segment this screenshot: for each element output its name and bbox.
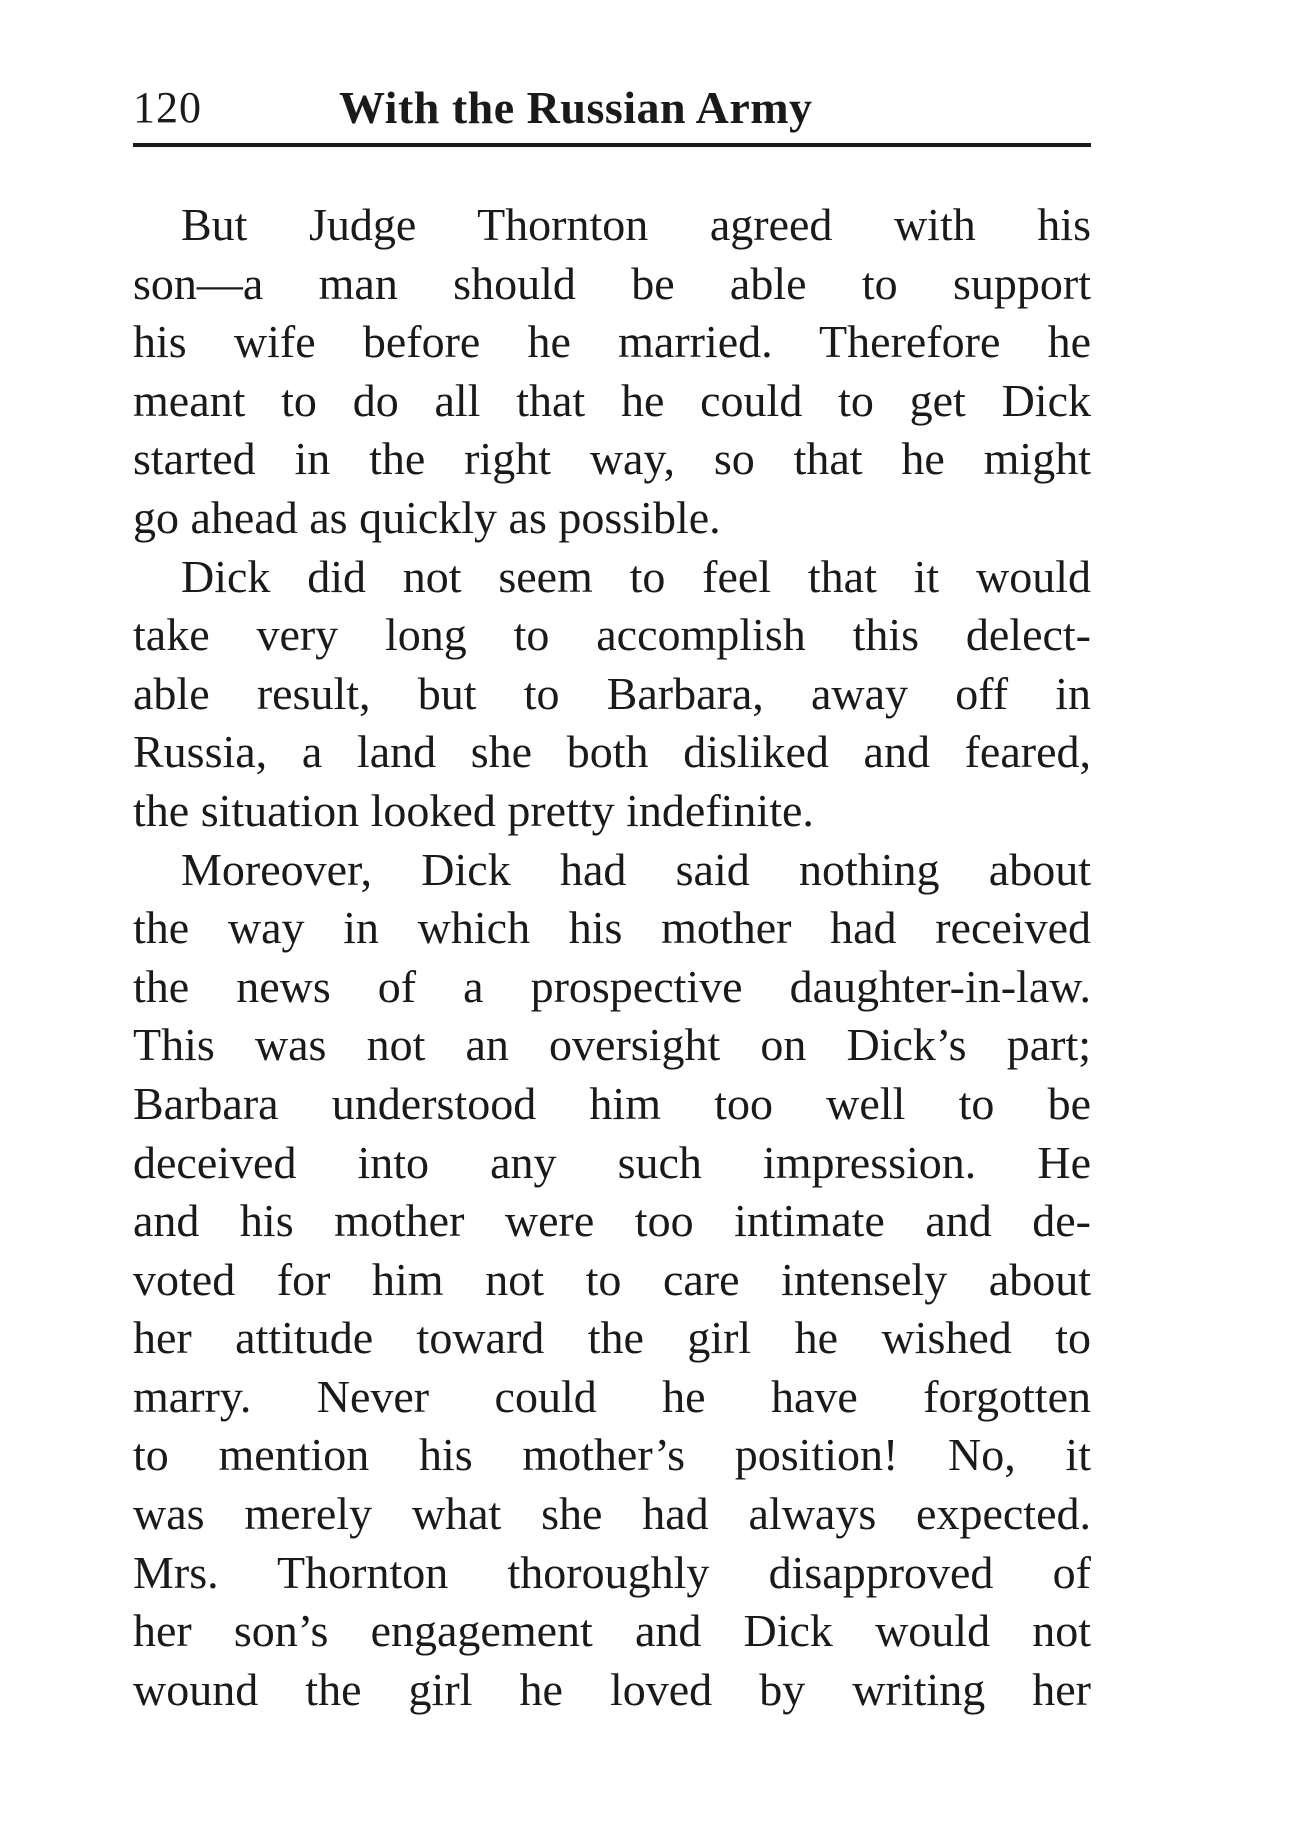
text-line: take very long to accomplish this delect-: [133, 609, 1091, 661]
text-line: deceived into any such impression. He: [133, 1136, 1091, 1188]
text-line: to mention his mother’s position! No, it: [133, 1429, 1091, 1481]
text-line: son—a man should be able to support: [133, 257, 1091, 309]
text-line: This was not an oversight on Dick’s part;: [133, 1019, 1091, 1071]
text-line: Dick did not seem to feel that it would: [181, 550, 1091, 602]
text-line: the situation looked pretty indefinite.: [133, 784, 814, 836]
text-line: Moreover, Dick had said nothing about: [181, 843, 1091, 895]
page-number: 120: [133, 83, 202, 132]
text-line: But Judge Thornton agreed with his: [181, 199, 1091, 250]
running-head: With the Russian Army: [339, 82, 813, 133]
text-line: marry. Never could he have forgotten: [133, 1370, 1091, 1422]
page-header: [133, 78, 1089, 138]
text-line: her son’s engagement and Dick would not: [133, 1605, 1091, 1657]
text-line: wound the girl he loved by writing her: [133, 1663, 1091, 1715]
text-line: started in the right way, so that he might: [133, 433, 1091, 485]
text-line: the news of a prospective daughter-in-law.: [133, 960, 1091, 1012]
text-line: meant to do all that he could to get Dick: [133, 374, 1091, 426]
text-line: Russia, a land she both disliked and feared,: [133, 726, 1091, 778]
text-line: able result, but to Barbara, away off in: [133, 667, 1091, 719]
text-line: her attitude toward the girl he wished to: [133, 1312, 1091, 1364]
text-line: the way in which his mother had received: [133, 902, 1091, 954]
text-line: and his mother were too intimate and de-: [133, 1195, 1091, 1247]
header-rule: [133, 143, 1091, 147]
text-line: Mrs. Thornton thoroughly disapproved of: [133, 1546, 1091, 1598]
text-line: his wife before he married. Therefore he: [133, 316, 1091, 368]
text-line: Barbara understood him too well to be: [133, 1077, 1091, 1129]
text-line: was merely what she had always expected.: [133, 1488, 1091, 1540]
text-line: go ahead as quickly as possible.: [133, 491, 721, 543]
text-line: voted for him not to care intensely about: [133, 1253, 1091, 1305]
body-text: [133, 196, 1091, 1719]
